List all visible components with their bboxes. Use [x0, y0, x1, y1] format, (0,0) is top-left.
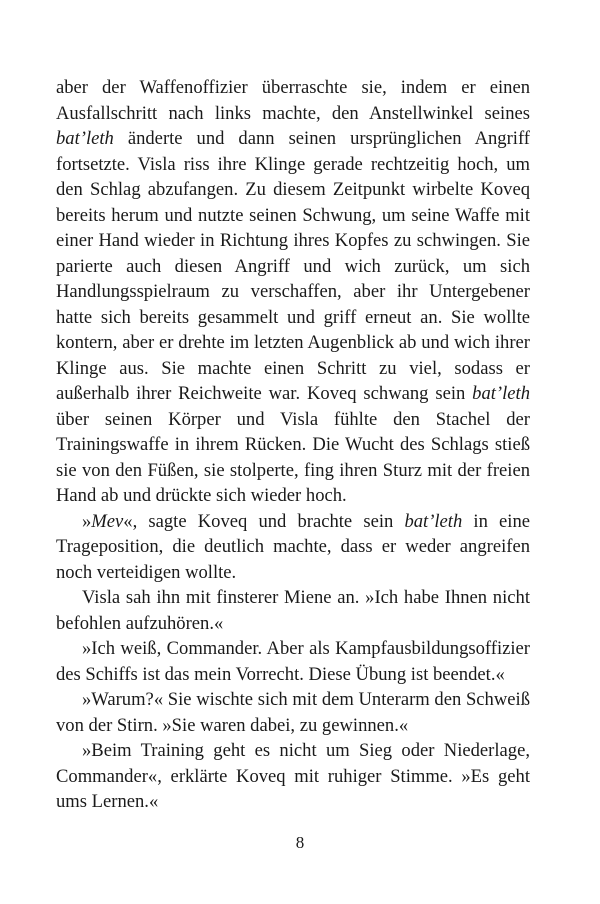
paragraph-3	[56, 585, 530, 636]
italic-term: bat’leth	[56, 128, 114, 149]
paragraph-2	[56, 509, 530, 586]
text-segment: aber der Waffenoffizier überraschte sie, indem er einen Ausfallschritt nach links machte, den Anstellwinkel seines	[56, 77, 530, 124]
italic-term: bat’leth	[404, 510, 463, 532]
text-segment: »Ich weiß, Commander. Aber als Kampfausbildungsoffizier des Schiffs ist das mein Vorrecht. Diese Übung ist beendet.«	[56, 638, 530, 685]
text-segment: über seinen Körper und Visla fühlte den Stachel der Trainingswaffe in ihrem Rücken. Die Wucht des Schlags stieß sie von den Füßen, sie stolperte, fing ihren Sturz mit der freien Hand ab und drückte sich wieder hoch.	[56, 408, 530, 506]
page-number: 8	[295, 833, 305, 852]
italic-term: bat’leth	[472, 383, 530, 404]
text-segment: in eine Trageposition, die deutlich machte, dass er weder angreifen noch verteidigen wollte.	[56, 510, 530, 583]
text-segment: änderte und dann seinen ursprünglichen Angriff fortsetzte. Visla riss ihre Klinge gerade rechtzeitig hoch, um den Schlag abzufangen. Zu diesem Zeitpunkt wirbelte Koveq bereits herum und nutzte seinen Schwung, um seine Waffe mit einer Hand wieder in Richtung ihres Kopfes zu schwingen. Sie parierte auch diesen Angriff und wich zurück, um sich Handlungsspielraum zu verschaffen, aber ihr Untergebener hatte sich bereits gesammelt und griff erneut an. Sie wollte kontern, aber er drehte im letzten Augenblick ab und wich ihrer Klinge aus. Sie machte einen Schritt zu viel, sodass er außerhalb ihrer Reichweite war. Koveq schwang sein	[56, 128, 530, 404]
text-segment: »Warum?« Sie wischte sich mit dem Unterarm den Schweiß von der Stirn. »Sie waren dabei, zu gewinnen.«	[56, 689, 530, 736]
paragraph-4	[56, 636, 530, 687]
body-text	[56, 75, 530, 815]
paragraph-6	[56, 738, 530, 815]
text-segment: »Beim Training geht es nicht um Sieg oder Niederlage, Commander«, erklärte Koveq mit ruhiger Stimme. »Es geht ums Lernen.«	[56, 740, 530, 812]
text-segment: Visla sah ihn mit finsterer Miene an. »Ich habe Ihnen nicht befohlen aufzuhören.«	[56, 587, 530, 634]
paragraph-1	[56, 75, 530, 509]
text-segment: «, sagte Koveq und brachte sein	[123, 510, 405, 532]
text-segment: »	[82, 510, 92, 532]
paragraph-5	[56, 687, 530, 738]
italic-term: Mev	[91, 510, 124, 532]
